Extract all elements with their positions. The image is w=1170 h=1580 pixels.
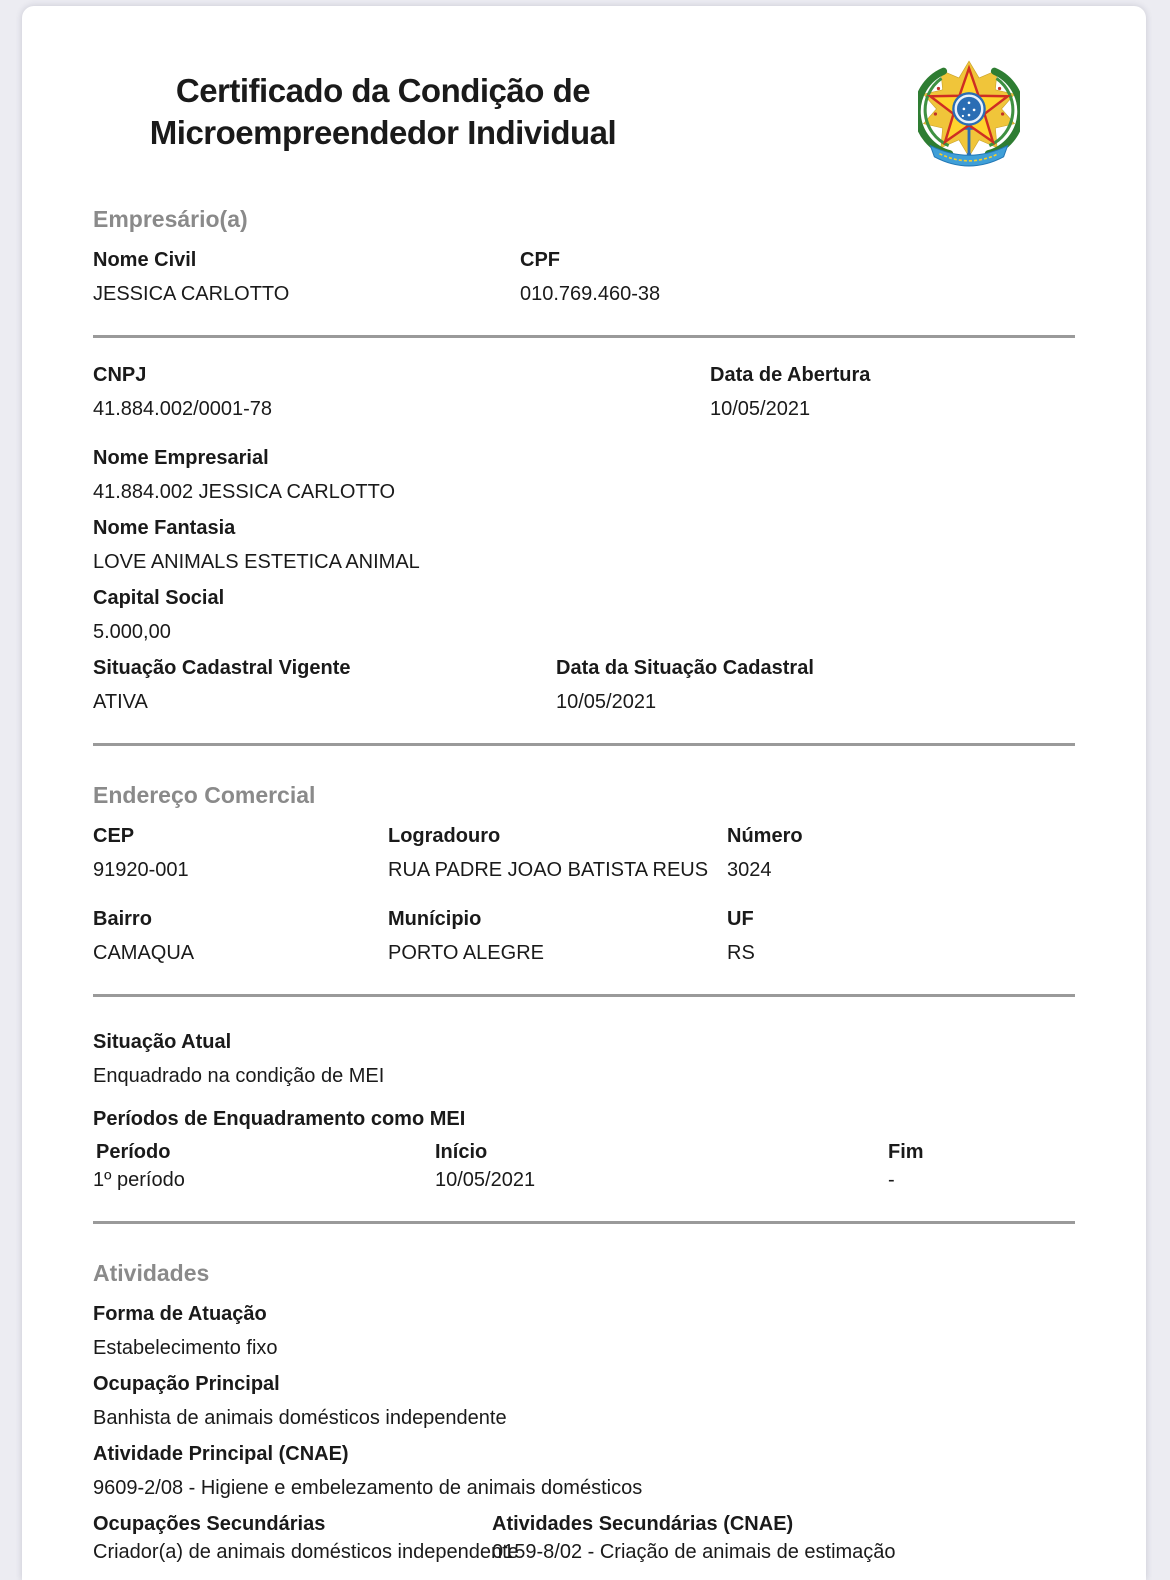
document-header (93, 6, 1075, 170)
document-page (22, 6, 1146, 1580)
field-periodo (93, 1141, 435, 1192)
situacao-atual-label: Situação Atual (93, 1031, 232, 1053)
nome-fantasia-value: LOVE ANIMALS ESTETICA ANIMAL (93, 551, 420, 573)
cep-value: 91920-001 (93, 859, 189, 881)
forma-atuacao-label: Forma de Atuação (93, 1303, 267, 1325)
field-situacao-cadastral (93, 657, 556, 714)
field-fim (888, 1141, 1075, 1192)
capital-social-label: Capital Social (93, 587, 225, 609)
data-abertura-label: Data de Abertura (710, 364, 871, 386)
section-header-atividades: Atividades (93, 1260, 210, 1286)
data-situacao-label: Data da Situação Cadastral (556, 657, 814, 679)
inicio-label: Início (435, 1141, 488, 1163)
brazil-coat-of-arms-icon (918, 58, 1020, 170)
field-data-abertura (710, 364, 1075, 421)
cnpj-value: 41.884.002/0001-78 (93, 398, 273, 420)
field-municipio (388, 908, 727, 965)
cep-label: CEP (93, 825, 135, 847)
fim-value: - (888, 1169, 895, 1191)
atividades-secundarias-label: Atividades Secundárias (CNAE) (492, 1513, 794, 1535)
row-bairro-municipio-uf (93, 908, 1075, 978)
municipio-label: Munícipio (388, 908, 482, 930)
ocupacao-principal-label: Ocupação Principal (93, 1373, 280, 1395)
field-nome-fantasia (93, 517, 1075, 574)
field-bairro (93, 908, 388, 965)
section-header-endereco: Endereço Comercial (93, 782, 316, 808)
inicio-value: 10/05/2021 (435, 1169, 536, 1191)
page-title (93, 70, 673, 153)
field-capital-social (93, 587, 1075, 644)
page-title-line2: Microempreendedor Individual (149, 113, 617, 151)
field-ocupacao-principal (93, 1373, 1075, 1430)
nome-empresarial-label: Nome Empresarial (93, 447, 269, 469)
section-header-empresario: Empresário(a) (93, 206, 248, 232)
nome-fantasia-label: Nome Fantasia (93, 517, 236, 539)
row-situacao-cadastral (93, 657, 1075, 727)
periodo-value: 1º período (93, 1169, 185, 1191)
field-uf (727, 908, 1075, 965)
field-ocupacoes-secundarias (93, 1513, 519, 1564)
field-cpf (520, 249, 1075, 306)
periodos-heading: Períodos de Enquadramento como MEI (93, 1108, 466, 1130)
field-data-situacao (556, 657, 1075, 714)
field-cnpj (93, 364, 710, 421)
cpf-label: CPF (520, 249, 560, 271)
field-atividade-principal (93, 1443, 1075, 1500)
numero-value: 3024 (727, 859, 772, 881)
row-cep-logradouro-numero (93, 825, 1075, 895)
separator (93, 743, 1075, 746)
ocupacao-principal-value: Banhista de animais domésticos independente (93, 1407, 507, 1429)
field-situacao-atual (93, 1031, 1075, 1088)
situacao-atual-value: Enquadrado na condição de MEI (93, 1065, 385, 1087)
row-nome-cpf (93, 249, 1075, 319)
uf-value: RS (727, 942, 755, 964)
logradouro-label: Logradouro (388, 825, 501, 847)
situacao-cadastral-value: ATIVA (93, 691, 148, 713)
nome-civil-value: JESSICA CARLOTTO (93, 283, 290, 305)
data-abertura-value: 10/05/2021 (710, 398, 811, 420)
uf-label: UF (727, 908, 754, 930)
numero-label: Número (727, 825, 803, 847)
capital-social-value: 5.000,00 (93, 621, 171, 643)
municipio-value: PORTO ALEGRE (388, 942, 544, 964)
row-periodos (93, 1141, 1075, 1205)
row-ocupacoes-secundarias (93, 1513, 1075, 1577)
atividades-secundarias-value: 0159-8/02 - Criação de animais de estimação (492, 1541, 896, 1563)
separator (93, 335, 1075, 338)
forma-atuacao-value: Estabelecimento fixo (93, 1337, 278, 1359)
bairro-label: Bairro (93, 908, 152, 930)
fim-label: Fim (888, 1141, 924, 1163)
nome-empresarial-value: 41.884.002 JESSICA CARLOTTO (93, 481, 396, 503)
logradouro-value: RUA PADRE JOAO BATISTA REUS (388, 859, 709, 881)
field-forma-atuacao (93, 1303, 1075, 1360)
ocupacoes-secundarias-value: Criador(a) de animais domésticos independente (93, 1541, 519, 1563)
nome-civil-label: Nome Civil (93, 249, 197, 271)
field-nome-empresarial (93, 447, 1075, 504)
data-situacao-value: 10/05/2021 (556, 691, 657, 713)
field-inicio (435, 1141, 888, 1192)
atividade-principal-value: 9609-2/08 - Higiene e embelezamento de animais domésticos (93, 1477, 643, 1499)
cnpj-label: CNPJ (93, 364, 147, 386)
bairro-value: CAMAQUA (93, 942, 195, 964)
periodo-label: Período (96, 1141, 171, 1163)
field-nome-civil (93, 249, 520, 306)
field-atividades-secundarias (492, 1513, 1075, 1564)
field-logradouro (388, 825, 727, 882)
ocupacoes-secundarias-label: Ocupações Secundárias (93, 1513, 326, 1535)
separator (93, 994, 1075, 997)
cpf-value: 010.769.460-38 (520, 283, 661, 305)
field-numero (727, 825, 1075, 882)
situacao-cadastral-label: Situação Cadastral Vigente (93, 657, 351, 679)
page-title-line1: Certificado da Condição de (175, 72, 591, 109)
atividade-principal-label: Atividade Principal (CNAE) (93, 1443, 349, 1465)
field-cep (93, 825, 388, 882)
row-cnpj-data-abertura (93, 364, 1075, 434)
separator (93, 1221, 1075, 1224)
